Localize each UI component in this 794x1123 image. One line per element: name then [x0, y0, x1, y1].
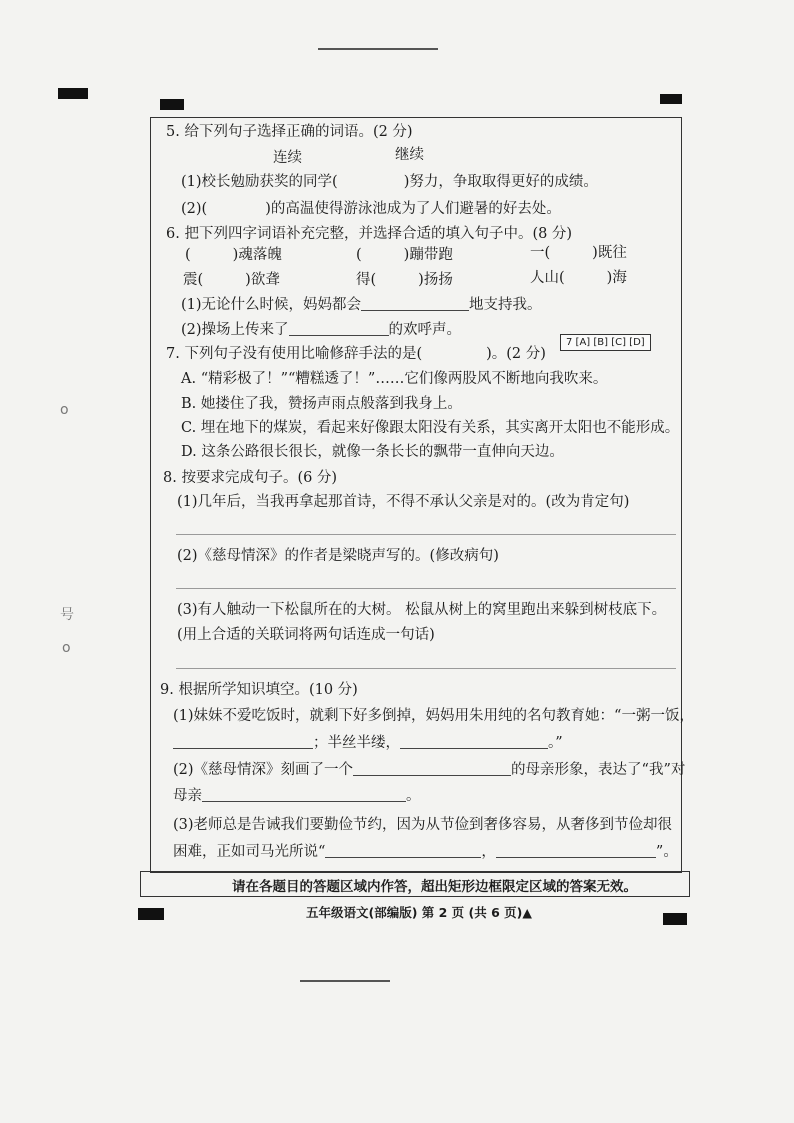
- page-footer: 五年级语文(部编版) 第 2 页 (共 6 页)▲: [306, 905, 532, 920]
- q8-answer-line-3[interactable]: [176, 668, 676, 669]
- q9-sentence-2: (2)《慈母情深》刻画了一个 的母亲形象，表达了“我”对: [173, 762, 686, 778]
- margin-mark-1: o: [60, 402, 69, 418]
- q9-sentence-1-blanks: ；半丝半缕， 。”: [173, 733, 563, 753]
- q8-sentence-1: (1)几年后，当我再拿起那首诗，不得不承认父亲是对的。(改为肯定句): [177, 494, 630, 510]
- q9-sentence-1: (1)妹妹不爱吃饭时，就剩下好多倒掉，妈妈用朱用纯的名句教育她：“一粥一饭，: [173, 708, 694, 724]
- q7-title: 7. 下列句子没有使用比喻修辞手法的是( )。(2 分): [166, 346, 546, 362]
- registration-mark-bottom-left: [138, 908, 164, 920]
- registration-mark-top-left-inner: [160, 99, 184, 110]
- q7-option-b: B. 她搂住了我，赞扬声雨点般落到我身上。: [181, 396, 462, 412]
- q9-title: 9. 根据所学知识填空。(10 分): [160, 682, 358, 698]
- q8-sentence-2: (2)《慈母情深》的作者是梁晓声写的。(修改病句): [177, 548, 499, 564]
- q9-sentence-3: (3)老师总是告诫我们要勤俭节约，因为从节俭到奢侈容易，从奢侈到节俭却很: [173, 817, 673, 833]
- q6-idiom-2: ( )蹦带跑: [356, 247, 453, 263]
- q9-sentence-2-line2: 母亲 。: [173, 788, 421, 804]
- q5-option-1: 连续: [273, 150, 302, 166]
- q6-idiom-3: 一( )既往: [530, 245, 627, 261]
- scan-edge-top: [318, 48, 438, 50]
- q8-answer-line-1[interactable]: [176, 534, 676, 535]
- q7-option-c: C. 埋在地下的煤炭，看起来好像跟太阳没有关系，其实离开太阳也不能形成。: [181, 420, 680, 436]
- q6-idiom-4: 震( )欲聋: [183, 272, 280, 288]
- q6-title: 6. 把下列四字词语补充完整，并选择合适的填入句子中。(8 分): [166, 226, 573, 242]
- scan-edge-bottom: [300, 980, 390, 982]
- registration-mark-top-right: [660, 94, 682, 104]
- margin-mark-3: o: [62, 640, 71, 656]
- q8-sentence-3: (3)有人触动一下松鼠所在的大树。 松鼠从树上的窝里跑出来躲到树枝底下。: [177, 602, 667, 618]
- q5-sentence-2: (2)( )的高温使得游泳池成为了人们避暑的好去处。: [181, 201, 561, 217]
- answer-area-notice: 请在各题目的答题区域内作答，超出矩形边框限定区域的答案无效。: [232, 879, 637, 895]
- q5-title: 5. 给下列句子选择正确的词语。(2 分): [166, 124, 413, 140]
- q6-sentence-2: (2)操场上传来了 的欢呼声。: [181, 322, 462, 338]
- q5-option-2: 继续: [395, 147, 424, 163]
- q7-answer-bubbles[interactable]: 7 [A] [B] [C] [D]: [560, 334, 651, 351]
- q6-idiom-6: 人山( )海: [530, 270, 627, 286]
- q9-sentence-3-line2: 困难，正如司马光所说“ ， ”。: [173, 844, 678, 860]
- q6-sentence-1: (1)无论什么时候，妈妈都会 地支持我。: [181, 297, 542, 313]
- registration-mark-top-left: [58, 88, 88, 99]
- q8-answer-line-2[interactable]: [176, 588, 676, 589]
- q6-idiom-5: 得( )扬扬: [356, 272, 453, 288]
- q5-sentence-1: (1)校长勉励获奖的同学( )努力，争取取得更好的成绩。: [181, 174, 598, 190]
- q6-idiom-1: ( )魂落魄: [185, 247, 282, 263]
- q7-option-d: D. 这条公路很长很长，就像一条长长的飘带一直伸向天边。: [181, 444, 564, 460]
- q7-option-a: A. “精彩极了！”“糟糕透了！”……它们像两股风不断地向我吹来。: [181, 371, 608, 387]
- q8-title: 8. 按要求完成句子。(6 分): [163, 470, 338, 486]
- q8-sentence-3-note: (用上合适的关联词将两句话连成一句话): [177, 627, 435, 643]
- registration-mark-bottom-right: [663, 913, 687, 925]
- margin-mark-2: 号: [60, 607, 74, 623]
